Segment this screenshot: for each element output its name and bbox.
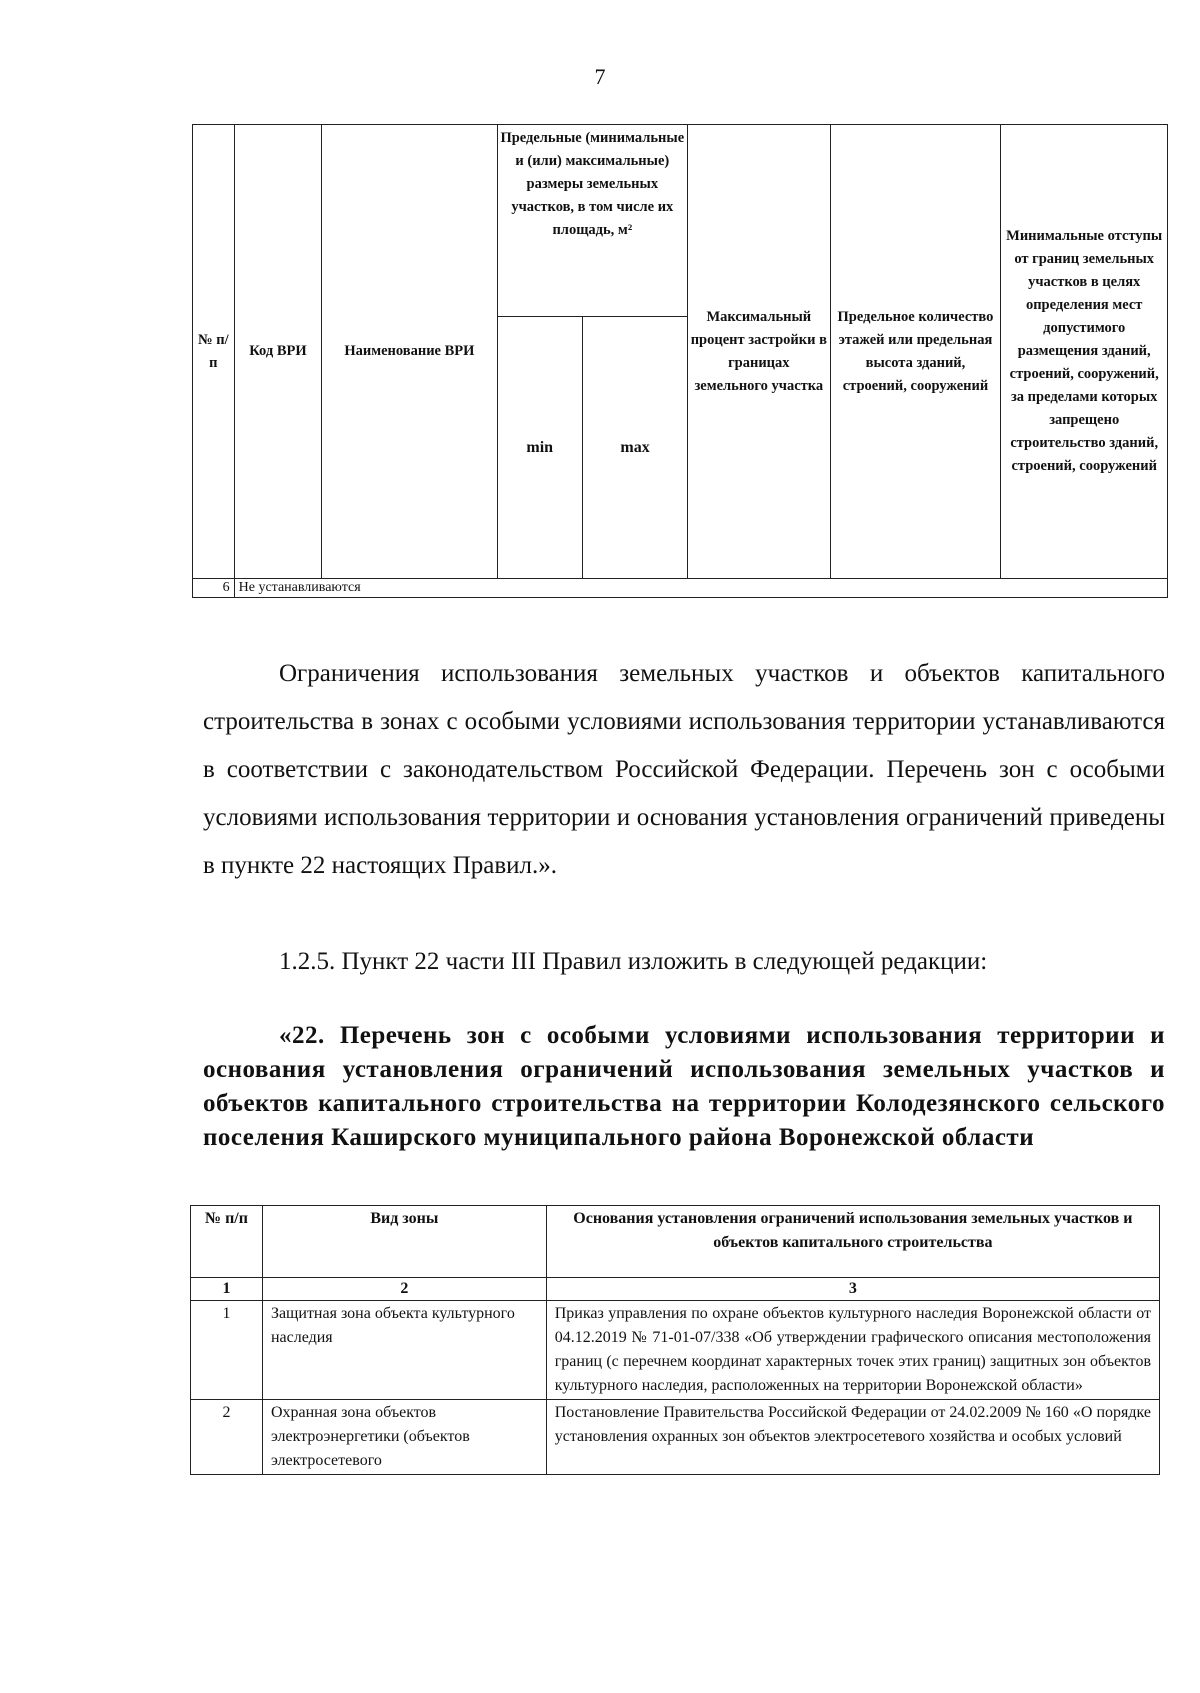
- header-floors: Предельное количество этажей или предельная высота зданий, строений, сооружений: [830, 125, 1001, 579]
- row-text: Не устанавливаются: [234, 579, 1167, 598]
- index-cell: 1: [191, 1278, 263, 1301]
- header-max: max: [582, 317, 687, 579]
- row-num: 6: [193, 579, 235, 598]
- row-basis: Постановление Правительства Российской Федерации от 24.02.2009 № 160 «О порядке установления охранных зон объектов электросетевого хозяйства и особых условий: [546, 1400, 1159, 1475]
- zones-table: [190, 1205, 1160, 1475]
- row-zone: Охранная зона объектов электроэнергетики (объектов электросетевого: [262, 1400, 546, 1475]
- header-basis: Основания установления ограничений использования земельных участков и объектов капитального строительства: [546, 1206, 1159, 1278]
- header-sizes: Предельные (минимальные и (или) максимальные) размеры земельных участков, в том числе их площадь, м²: [497, 125, 688, 317]
- header-max-percent: Максимальный процент застройки в границах земельного участка: [688, 125, 830, 579]
- row-num: 1: [191, 1301, 263, 1400]
- header-num: № п/п: [191, 1206, 263, 1278]
- header-num: № п/п: [193, 125, 235, 579]
- clause-paragraph: [203, 938, 1165, 986]
- header-name: Наименование ВРИ: [322, 125, 497, 579]
- table-row: [191, 1400, 1160, 1475]
- clause-text: 1.2.5. Пункт 22 части III Правил изложить в следующей редакции:: [279, 948, 988, 975]
- page-number: 7: [594, 64, 606, 89]
- row-num: 2: [191, 1400, 263, 1475]
- header-zone: Вид зоны: [262, 1206, 546, 1278]
- index-row: [191, 1278, 1160, 1301]
- row-zone: Защитная зона объекта культурного наследия: [262, 1301, 546, 1400]
- restrictions-paragraph: [203, 650, 1165, 890]
- zoning-parameters-table: [192, 124, 1168, 598]
- index-cell: 3: [546, 1278, 1159, 1301]
- section-heading: [203, 1019, 1165, 1155]
- header-code: Код ВРИ: [234, 125, 322, 579]
- restrictions-text: Ограничения использования земельных участков и объектов капитального строительства в зонах с особыми условиями использования территории устанавливаются в соответствии с законодательством Российской Федерации. Перечень зон с особыми условиями использования территории и основания установления ограничений приведены в пункте 22 настоящих Правил.».: [203, 660, 1165, 879]
- header-setbacks: Минимальные отступы от границ земельных участков в целях определения мест допустимого размещения зданий, строений, сооружений, за пределами которых запрещено строительство зданий, строений, сооружений: [1001, 125, 1168, 579]
- table-row: [191, 1301, 1160, 1400]
- section-heading-text: «22. Перечень зон с особыми условиями использования территории и основания установления ограничений использования земельных участков и объектов капитального строительства на территории Колодезянского сельского поселения Каширского муниципального района Воронежской области: [203, 1022, 1165, 1151]
- row-basis: Приказ управления по охране объектов культурного наследия Воронежской области от 04.12.2019 № 71-01-07/338 «Об утверждении графического описания местоположения границ (с перечнем координат характерных точек этих границ) защитных зон объектов культурного наследия, расположенных на территории Воронежской области»: [546, 1301, 1159, 1400]
- header-min: min: [497, 317, 582, 579]
- table-row: [193, 579, 1168, 598]
- index-cell: 2: [262, 1278, 546, 1301]
